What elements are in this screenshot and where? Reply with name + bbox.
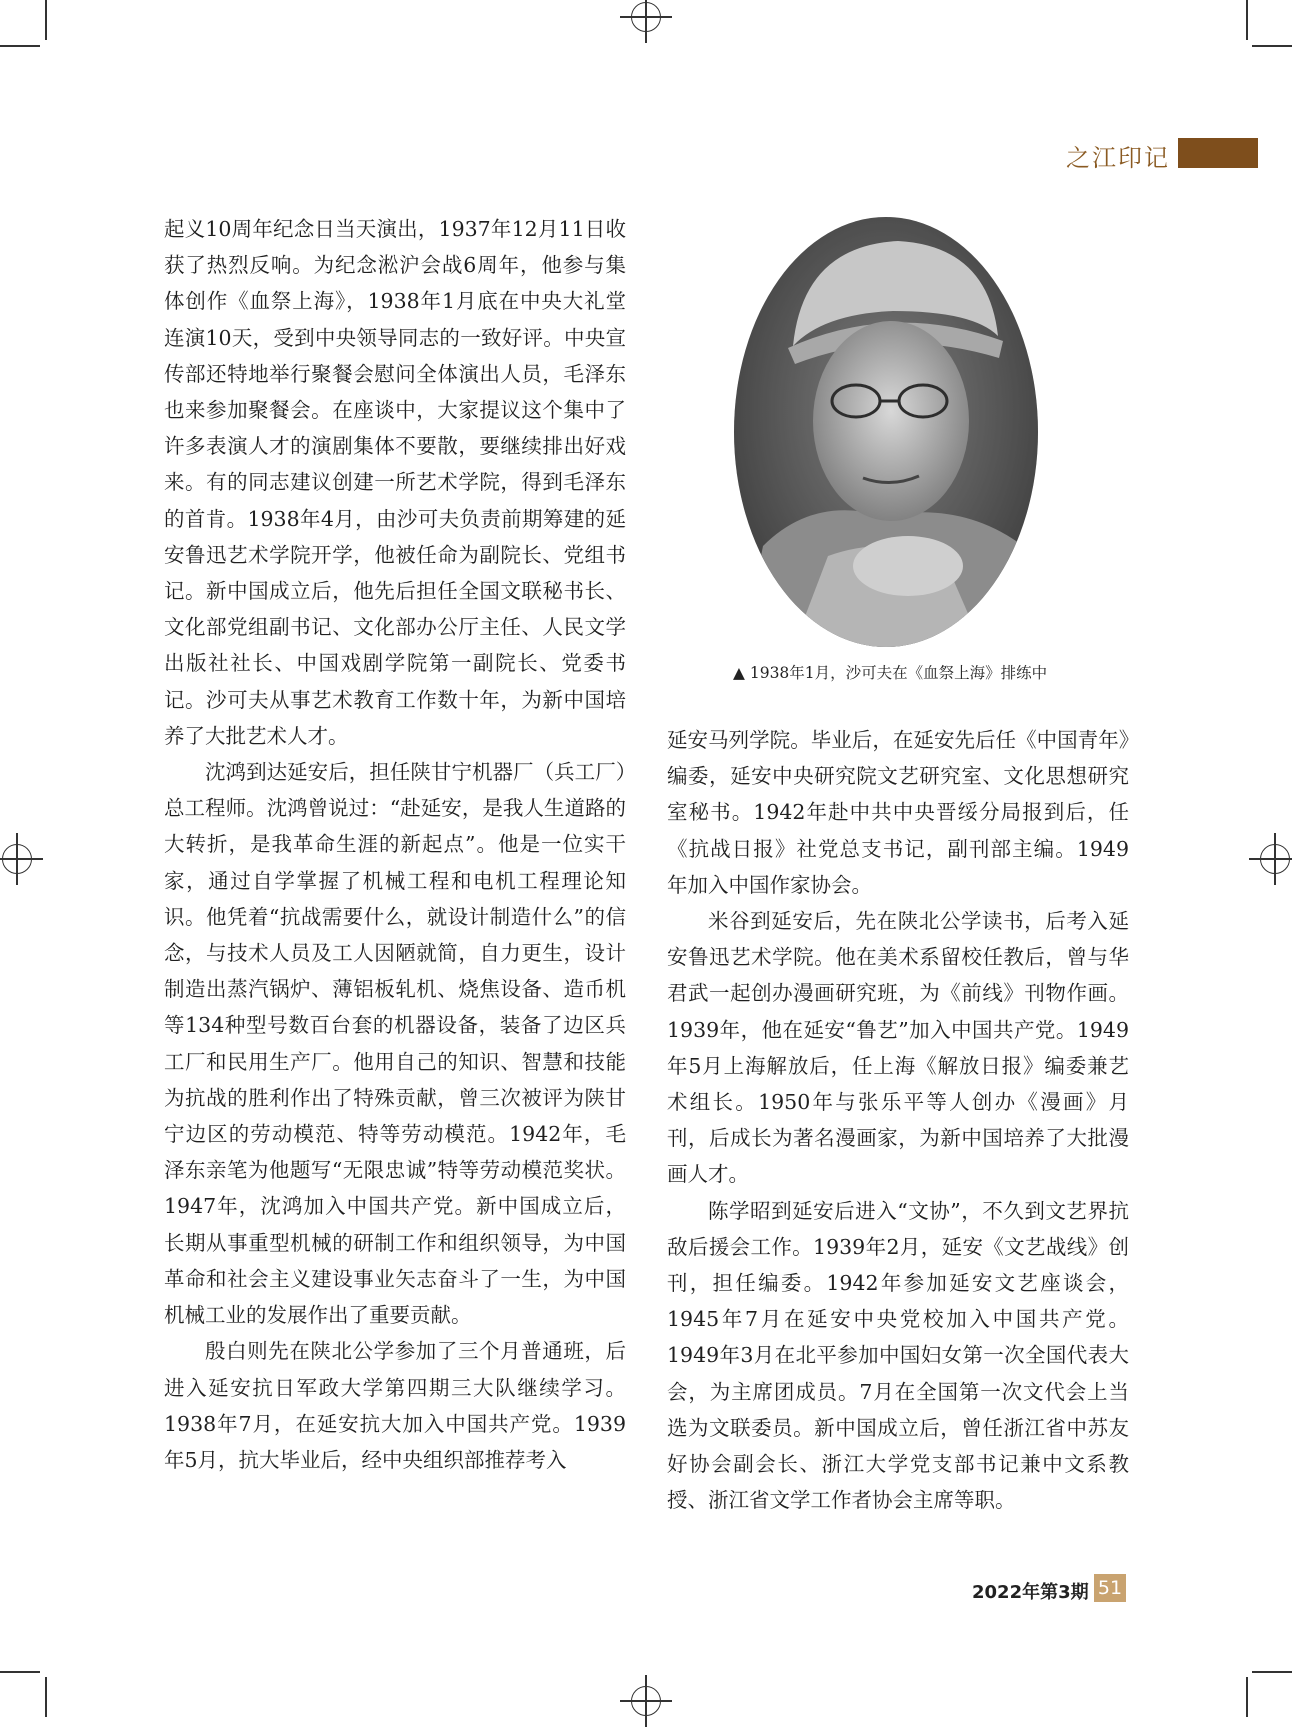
crop-mark bbox=[1246, 0, 1248, 40]
paragraph: 陈学昭到延安后进入“文协”，不久到文艺界抗敌后援会工作。1939年2月，延安《文艺战线》创刊，担任编委。1942年参加延安文艺座谈会，1945年7月在延安中央党校加入中国共产党。1949年3月在北平参加中国妇女第一次全国代表大会，为主席团成员。7月在全国第一次文代会上当选为文联委员。新中国成立后，曾任浙江省中苏友好协会副会长、浙江大学党支部书记兼中文系教授、浙江省文学工作者协会主席等职。 bbox=[667, 1198, 1129, 1513]
paragraph: 米谷到延安后，先在陕北公学读书，后考入延安鲁迅艺术学院。他在美术系留校任教后，曾与华君武一起创办漫画研究班，为《前线》刊物作画。1939年，他在延安“鲁艺”加入中国共产党。1949年5月上海解放后，任上海《解放日报》编委兼艺术组长。1950年与张乐平等人创办《漫画》月刊，后成长为著名漫画家，为新中国培养了大批漫画人才。 bbox=[667, 909, 1129, 1187]
crop-mark bbox=[1252, 45, 1292, 47]
crop-mark bbox=[1252, 1671, 1292, 1673]
paragraph: 沈鸿到达延安后，担任陕甘宁机器厂（兵工厂）总工程师。沈鸿曾说过：“赴延安，是我人生道路的大转折，是我革命生涯的新起点”。他是一位实干家，通过自学掌握了机械工程和电机工程理论知识。他凭着“抗战需要什么，就设计制造什么”的信念，与技术人员及工人因陋就简，自力更生，设计制造出蒸汽锅炉、薄铝板轧机、烧焦设备、造币机等134种型号数百台套的机器设备，装备了边区兵工厂和民用生产厂。他用自己的知识、智慧和技能为抗战的胜利作出了特殊贡献，曾三次被评为陕甘宁边区的劳动模范、特等劳动模范。1942年，毛泽东亲笔为他题写“无限忠诚”特等劳动模范奖状。1947年，沈鸿加入中国共产党。新中国成立后，长期从事重型机械的研制工作和组织领导，为中国革命和社会主义建设事业矢志奋斗了一生，为中国机械工业的发展作出了重要贡献。 bbox=[164, 760, 626, 1328]
paragraph: 起义10周年纪念日当天演出，1937年12月11日收获了热烈反响。为纪念淞沪会战6周年，他参与集体创作《血祭上海》，1938年1月底在中央大礼堂连演10天，受到中央领导同志的一致好评。中央宣传部还特地举行聚餐会慰问全体演出人员，毛泽东也来参加聚餐会。在座谈中，大家提议这个集中了许多表演人才的演剧集体不要散，要继续排出好戏来。有的同志建议创建一所艺术学院，得到毛泽东的首肯。1938年4月，由沙可夫负责前期筹建的延安鲁迅艺术学院开学，他被任命为副院长、党组书记。新中国成立后，他先后担任全国文联秘书长、文化部党组副书记、文化部办公厅主任、人民文学出版社社长、中国戏剧学院第一副院长、党委书记。沙可夫从事艺术教育工作数十年，为新中国培养了大批艺术人才。 bbox=[164, 217, 626, 748]
registration-mark-icon bbox=[2, 844, 32, 874]
paragraph: 殷白则先在陕北公学参加了三个月普通班，后进入延安抗日军政大学第四期三大队继续学习。1938年7月，在延安抗大加入中国共产党。1939年5月，抗大毕业后，经中央组织部推荐考入 bbox=[164, 1339, 626, 1472]
portrait-photo bbox=[733, 216, 1039, 648]
photo-caption: ▲ 1938年1月，沙可夫在《血祭上海》排练中 bbox=[733, 664, 1048, 682]
page-number: 51 bbox=[1094, 1574, 1126, 1602]
crop-mark bbox=[45, 1677, 47, 1717]
section-title-bar bbox=[1178, 138, 1258, 168]
crop-mark bbox=[0, 1671, 40, 1673]
registration-mark-icon bbox=[631, 2, 661, 32]
section-title: 之江印记 bbox=[1066, 144, 1170, 172]
paragraph: 延安马列学院。毕业后，在延安先后任《中国青年》编委，延安中央研究院文艺研究室、文化思想研究室秘书。1942年赴中共中央晋绥分局报到后，任《抗战日报》社党总支书记，副刊部主编。1949年加入中国作家协会。 bbox=[667, 728, 1129, 897]
right-column bbox=[667, 722, 1129, 1518]
registration-mark-icon bbox=[631, 1686, 661, 1716]
crop-mark bbox=[0, 45, 40, 47]
registration-mark-icon bbox=[1260, 844, 1290, 874]
issue-label: 2022年第3期 bbox=[972, 1582, 1089, 1603]
crop-mark bbox=[45, 0, 47, 40]
crop-mark bbox=[1246, 1677, 1248, 1717]
left-column bbox=[164, 211, 626, 1478]
